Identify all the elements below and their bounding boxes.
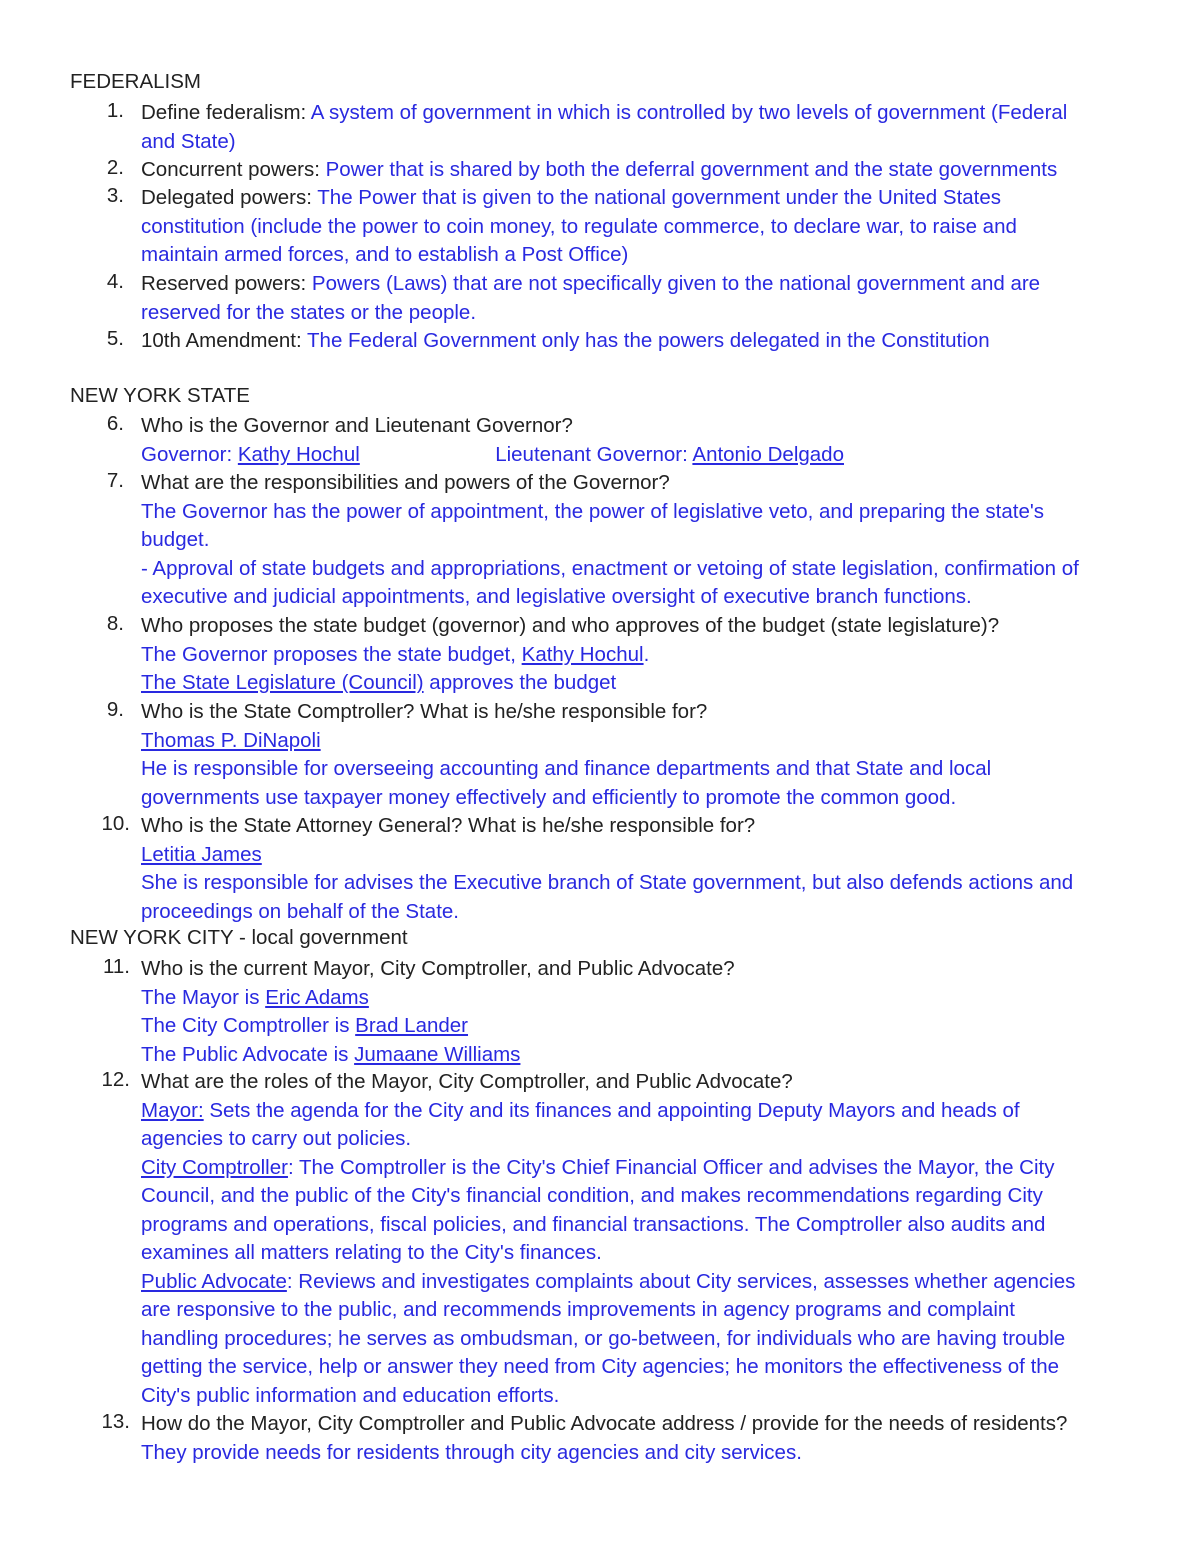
item-text (141, 327, 990, 356)
item-text (141, 156, 1057, 185)
item-text (141, 812, 1073, 926)
item-number: 12. (101, 1068, 130, 1091)
answer-text: : The Comptroller is the City's Chief Financial Officer and advises the Mayor, the City (287, 1155, 1055, 1179)
definition: The Federal Government only has the powers delegated in the Constitution (307, 329, 990, 352)
answer: executive and judicial appointments, and legislative oversight of executive branch functions. (141, 585, 972, 608)
answer (141, 984, 735, 1013)
answer: They provide needs for residents through city agencies and city services. (141, 1440, 802, 1464)
answer-period: . (643, 642, 650, 666)
answer: She is responsible for advises the Executive branch of State government, but also defends actions and (141, 871, 1074, 894)
mayor-link[interactable]: Eric Adams (265, 985, 369, 1009)
answer-text: The Mayor is (141, 985, 260, 1009)
answer (141, 1268, 1075, 1297)
answer (141, 641, 999, 670)
question: Who is the State Attorney General? What is he/she responsible for? (141, 814, 756, 837)
item-text (141, 270, 1040, 327)
question: Who proposes the state budget (governor) and who approves of the budget (state legislature)? (141, 614, 1000, 637)
attorney-general-link[interactable]: Letitia James (141, 842, 262, 866)
lt-governor-label: Lieutenant Governor: (495, 442, 688, 466)
section-heading-federalism: FEDERALISM (70, 70, 201, 93)
answer: City's public information and education efforts. (141, 1383, 560, 1407)
item-text (141, 412, 844, 469)
term: Concurrent powers: (141, 158, 320, 181)
answer: The Governor has the power of appointment, the power of legislative veto, and preparing the state's (141, 499, 1045, 523)
item-number: 11. (103, 955, 130, 978)
answer (141, 1012, 735, 1041)
answer (141, 669, 999, 698)
city-comptroller-link[interactable]: Brad Lander (355, 1014, 469, 1037)
answer: examines all matters relating to the City's finances. (141, 1241, 602, 1264)
definition: Power that is shared by both the deferral government and the state governments (325, 158, 1058, 181)
definition-cont: reserved for the states or the people. (141, 300, 477, 324)
item-text (141, 698, 991, 812)
public-advocate-link[interactable]: Jumaane Williams (354, 1042, 521, 1066)
question: What are the roles of the Mayor, City Comptroller, and Public Advocate? (141, 1070, 793, 1093)
legislature-link[interactable]: The State Legislature (Council) (141, 671, 424, 694)
answer-text: The Governor proposes the state budget, (141, 642, 516, 666)
answer-text: The Public Advocate is (141, 1042, 349, 1066)
item-text (141, 612, 999, 698)
question: What are the responsibilities and powers of the Governor? (141, 471, 670, 494)
item-number: 8. (106, 612, 124, 635)
answer: governments use taxpayer money effectively and efficiently to promote the common good. (141, 785, 957, 809)
answer: - Approval of state budgets and appropriations, enactment or vetoing of state legislation, confirmation of (141, 556, 1079, 580)
term: Reserved powers: (141, 272, 307, 295)
governor-link[interactable]: Kathy Hochul (237, 442, 360, 466)
answer (141, 1097, 1075, 1126)
item-number: 9. (106, 698, 124, 721)
term: 10th Amendment: (141, 329, 302, 352)
item-number: 3. (106, 184, 124, 207)
question: Who is the current Mayor, City Comptroller, and Public Advocate? (141, 957, 735, 980)
answer (141, 441, 844, 470)
definition-cont: constitution (include the power to coin money, to regulate commerce, to declare war, to raise and (141, 214, 1017, 238)
item-text (141, 469, 1079, 612)
item-text (141, 955, 735, 1069)
question: How do the Mayor, City Comptroller and Public Advocate address / provide for the needs of residents? (141, 1412, 1068, 1435)
item-number: 2. (106, 156, 124, 179)
section-heading-nys: NEW YORK STATE (70, 384, 250, 407)
comptroller-role-link[interactable]: City Comptroller (141, 1155, 288, 1179)
term: Define federalism: (141, 101, 307, 124)
answer: are responsive to the public, and recommends improvements in agency programs and complaint (141, 1298, 1015, 1321)
answer: proceedings on behalf of the State. (141, 899, 459, 923)
answer: agencies to carry out policies. (141, 1127, 412, 1150)
answer: Council, and the public of the City's financial condition, and makes recommendations regarding City (141, 1184, 1043, 1207)
definition: A system of government in which is controlled by two levels of government (Federal (310, 101, 1068, 124)
definition-cont: and State) (141, 129, 236, 153)
answer-text: : Reviews and investigates complaints about City services, assesses whether agencies (286, 1269, 1076, 1293)
section-heading-nyc: NEW YORK CITY - local government (70, 926, 408, 949)
question: Who is the Governor and Lieutenant Governor? (141, 414, 573, 437)
answer (141, 1041, 735, 1070)
answer: He is responsible for overseeing accounting and finance departments and that State and local (141, 757, 992, 780)
item-number: 7. (106, 469, 124, 492)
item-text (141, 99, 1067, 156)
comptroller-link[interactable]: Thomas P. DiNapoli (141, 728, 321, 752)
answer-text: The City Comptroller is (141, 1014, 350, 1037)
definition-cont: maintain armed forces, and to establish a Post Office) (141, 243, 629, 266)
item-number: 1. (106, 99, 124, 122)
answer: budget. (141, 528, 210, 551)
lt-governor-link[interactable]: Antonio Delgado (692, 442, 844, 466)
item-number: 13. (101, 1410, 130, 1433)
item-number: 5. (106, 327, 124, 350)
definition: Powers (Laws) that are not specifically given to the national government and are (311, 272, 1041, 295)
answer: getting the service, help or answer they need from City agencies; he monitors the effectiveness of the (141, 1355, 1060, 1378)
term: Delegated powers: (141, 186, 312, 209)
answer: programs and operations, fiscal policies, and financial transactions. The Comptroller also audits and (141, 1212, 1046, 1236)
answer-text: approves the budget (429, 671, 617, 694)
item-number: 10. (101, 812, 130, 835)
question: Who is the State Comptroller? What is he/she responsible for? (141, 700, 708, 723)
item-text (141, 184, 1017, 270)
item-text (141, 1410, 1067, 1467)
answer-text: Sets the agenda for the City and its finances and appointing Deputy Mayors and heads of (209, 1098, 1020, 1122)
advocate-role-link[interactable]: Public Advocate (141, 1269, 287, 1293)
answer (141, 1154, 1075, 1183)
mayor-role-link[interactable]: Mayor: (141, 1098, 204, 1122)
item-number: 4. (106, 270, 124, 293)
item-text (141, 1068, 1075, 1410)
answer: handling procedures; he serves as ombudsman, or go-between, for individuals who are having trouble (141, 1326, 1066, 1350)
governor-link[interactable]: Kathy Hochul (521, 642, 644, 666)
governor-label: Governor: (141, 442, 233, 466)
item-number: 6. (106, 412, 124, 435)
definition: The Power that is given to the national government under the United States (317, 186, 1002, 209)
